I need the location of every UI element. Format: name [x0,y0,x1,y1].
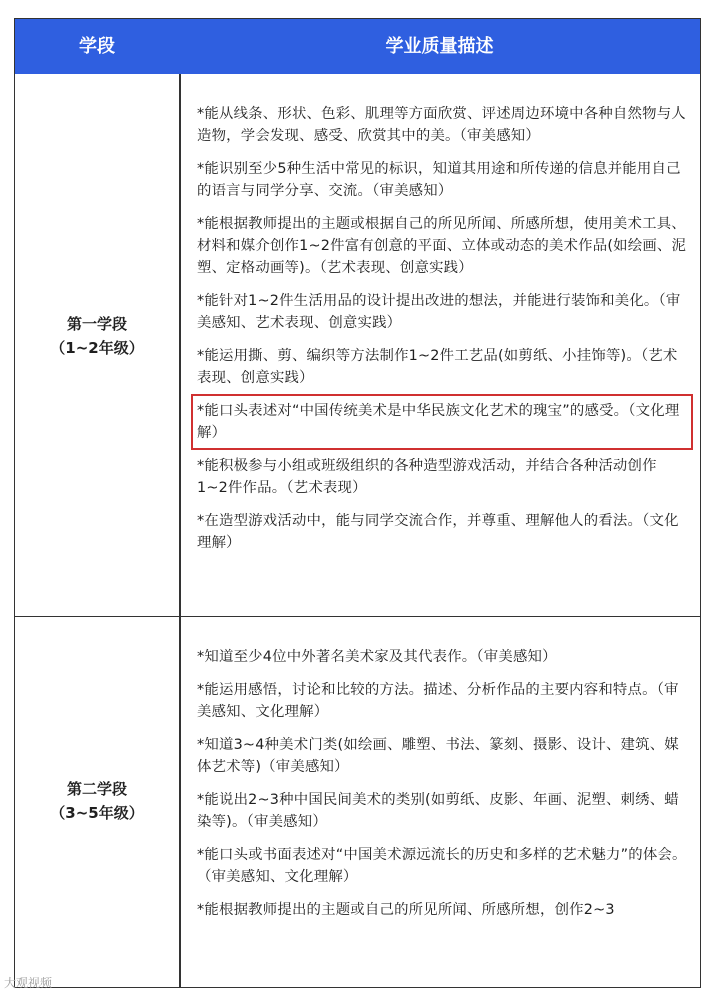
quality-item: *能从线条、形状、色彩、肌理等方面欣赏、评述周边环境中各种自然物与人造物，学会发现、感受、欣赏其中的美。（审美感知） [197,106,686,144]
header-quality: 学业质量描述 [385,36,494,57]
stage-name: 第二学段 [66,780,127,798]
stage-row-2 [15,617,700,988]
stage-items-2 [197,646,687,932]
stage-name: 第一学段 [66,315,127,333]
quality-item: *知道至少4位中外著名美术家及其代表作。（审美感知） [197,649,557,665]
quality-item: *能运用感悟，讨论和比较的方法。描述、分析作品的主要内容和特点。（审美感知、文化理解） [197,682,679,720]
quality-item: *能根据教师提出的主题或自己的所见所闻、所感所想，创作2~3 [197,902,615,918]
stage-grade: （1~2年级） [50,339,144,357]
watermark: 大观视频 [4,976,53,990]
table-header [15,19,700,74]
quality-item: *能根据教师提出的主题或根据自己的所见所闻、所感所想，使用美术工具、材料和媒介创作1~2件富有创意的平面、立体或动态的美术作品(如绘画、泥塑、定格动画等)。（艺术表现、创意实践） [197,216,687,276]
curriculum-table [14,18,701,988]
quality-item: *能说出2~3种中国民间美术的类别(如剪纸、皮影、年画、泥塑、刺绣、蜡染等)。（审美感知） [197,792,679,830]
quality-item: *能针对1~2件生活用品的设计提出改进的想法，并能进行装饰和美化。（审美感知、艺术表现、创意实践） [197,293,681,331]
header-stage: 学段 [79,36,115,57]
highlighted-quality-item: *能口头表述对“中国传统美术是中华民族文化艺术的瑰宝”的感受。（文化理解） [197,400,687,444]
quality-item: *能口头或书面表述对“中国美术源远流长的历史和多样的艺术魅力”的体会。（审美感知、文化理解） [197,847,687,885]
quality-item: *能识别至少5种生活中常见的标识，知道其用途和所传递的信息并能用自己的语言与同学分享、交流。（审美感知） [197,161,681,199]
quality-item: *在造型游戏活动中，能与同学交流合作，并尊重、理解他人的看法。（文化理解） [197,513,679,551]
stage-items-1 [197,103,687,565]
stage-grade: （3~5年级） [50,804,144,822]
quality-item: *知道3~4种美术门类(如绘画、雕塑、书法、篆刻、摄影、设计、建筑、媒体艺术等)（审美感知） [197,737,679,775]
quality-item: *能运用撕、剪、编织等方法制作1~2件工艺品(如剪纸、小挂饰等)。（艺术表现、创意实践） [197,348,678,386]
quality-item: *能积极参与小组或班级组织的各种造型游戏活动，并结合各种活动创作1~2件作品。（艺术表现） [197,458,657,496]
stage-label-2 [15,777,179,825]
stage-label-1 [15,312,179,360]
stage-row-1 [15,74,700,617]
